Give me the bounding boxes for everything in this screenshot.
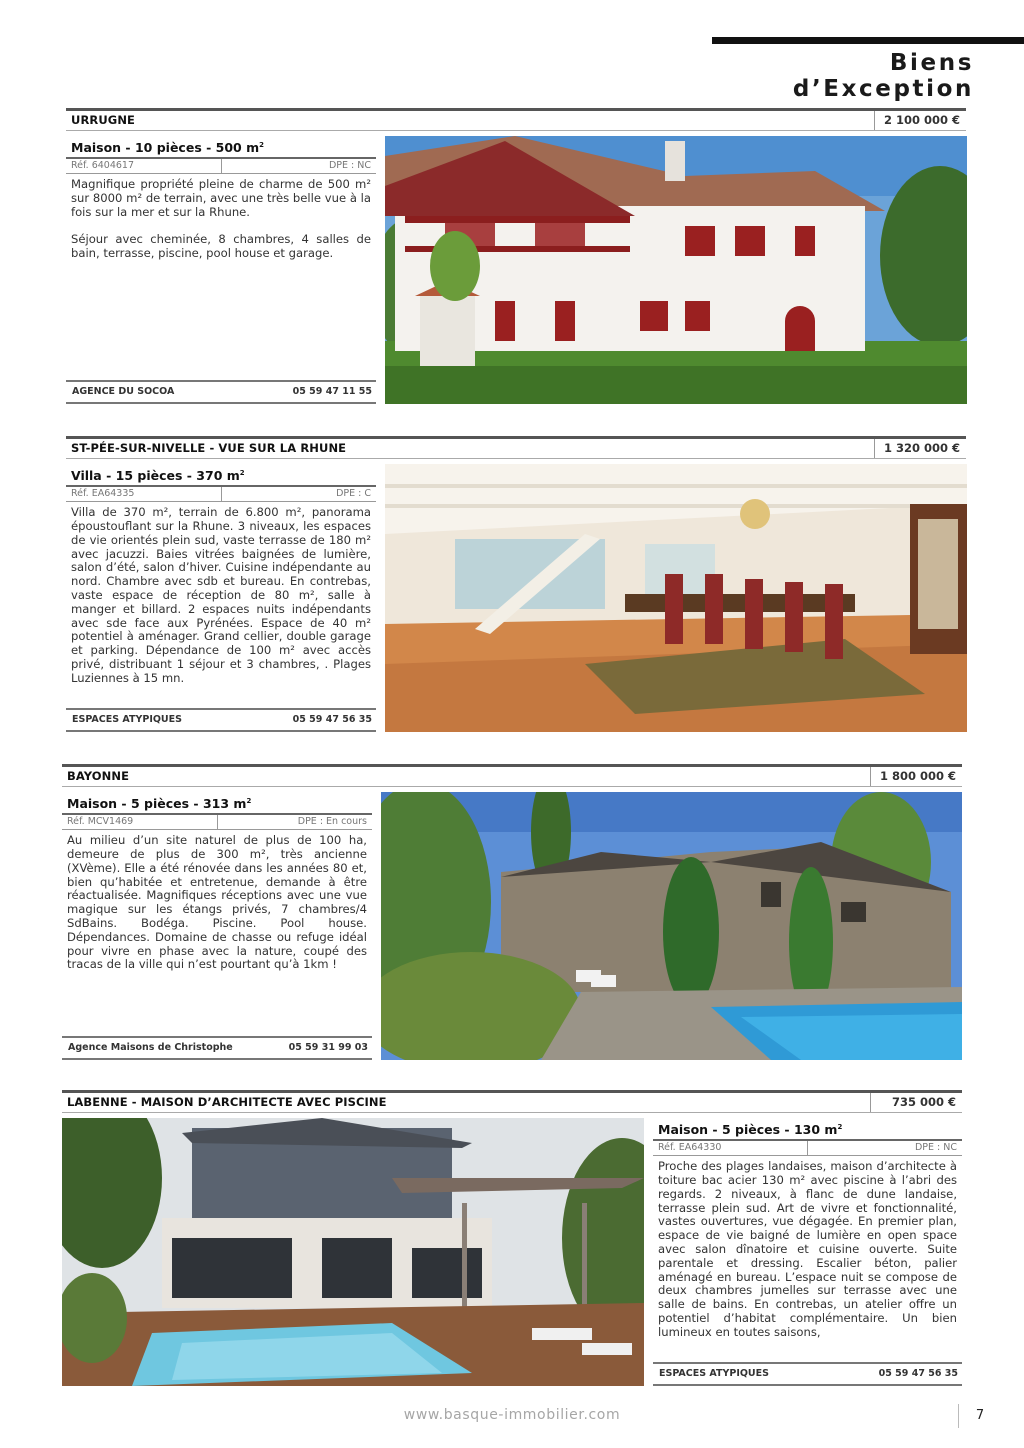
- listing-dpe: DPE : NC: [328, 160, 371, 172]
- listing-ref: Réf. 6404617: [66, 159, 222, 173]
- listing-2-title-bar: [66, 436, 966, 459]
- listing-1-title-bar: [66, 108, 966, 131]
- stone-house-pool-photo: [381, 792, 962, 1060]
- listing-2-agency: [66, 708, 376, 732]
- listing-4-agency: [653, 1362, 962, 1386]
- website-link[interactable]: www.basque-immobilier.com: [403, 1407, 621, 1423]
- section-title: Biens d’Exception: [792, 50, 974, 102]
- header-accent-bar: [712, 37, 1024, 44]
- basque-house-photo: [385, 136, 967, 404]
- listing-ref: Réf. EA64330: [653, 1141, 808, 1155]
- listing-location: ST-PÉE-SUR-NIVELLE - VUE SUR LA RHUNE: [71, 441, 347, 455]
- listing-price: 2 100 000 €: [874, 111, 966, 130]
- listing-ref-row: [62, 815, 372, 830]
- listing-4-title-bar: [62, 1090, 962, 1113]
- dining-room-photo: [385, 464, 967, 732]
- listing-dpe: DPE : NC: [914, 1142, 957, 1154]
- agency-phone: 05 59 47 11 55: [292, 386, 372, 397]
- listing-ref: Réf. EA64335: [66, 487, 222, 501]
- listing-location: LABENNE - MAISON D’ARCHITECTE AVEC PISCINE: [67, 1095, 387, 1109]
- agency-name: ESPACES ATYPIQUES: [659, 1368, 769, 1379]
- agency-phone: 05 59 47 56 35: [292, 714, 372, 725]
- listing-ref-row: [653, 1141, 962, 1156]
- listing-3-agency: [62, 1036, 372, 1060]
- listing-2-info: [66, 464, 376, 686]
- listing-description: Magnifique propriété pleine de charme de 500 m² sur 8000 m² de terrain, avec une très belle vue à la fois sur la mer et sur la Rhune. Séjour avec cheminée, 8 chambres, 4 salles de bain, terrasse, piscine, pool house et garage.: [71, 177, 371, 261]
- listing-3-title-bar: [62, 764, 962, 787]
- listing-1-info: [66, 136, 376, 261]
- listing-ref-row: [66, 487, 376, 502]
- listing-3-info: [62, 792, 372, 972]
- listing-ref: Réf. MCV1469: [62, 815, 218, 829]
- listing-description: Villa de 370 m², terrain de 6.800 m², panorama époustouflant sur la Rhune. 3 niveaux, les espaces de vie orientés plein sud, vaste terrasse de 180 m² avec jacuzzi. Baies vitrées baignées de lumière, salon d’été, salon d’hiver. Cuisine indépendante au nord. Chambre avec sdb et bureau. En contrebas, vaste espace de réception de 80 m², salle à manger et billard. 2 espaces nuits indépendants avec sde face aux Pyrénées. Espace de 40 m² potentiel à aménager. Grand cellier, double garage et parking. Dépendance de 100 m² avec accès privé, distribuant 1 séjour et 3 chambres, . Plages Luziennes à 15 mn.: [71, 505, 371, 685]
- agency-phone: 05 59 31 99 03: [288, 1042, 368, 1053]
- listing-type: Maison - 10 pièces - 500 $m^2$: [66, 136, 376, 159]
- listing-description: Au milieu d’un site naturel de plus de 100 ha, demeure de plus de 300 m², très ancienne (XVème). Elle a été rénovée dans les années 80 et, bien qu’habitée et entretenue, demande à être réactualisée. Magnifiques réceptions avec une vue magique sur les étangs privés, 7 chambres/4 SdBains. Bodéga. Piscine. Pool house. Dépendances. Domaine de chasse ou refuge idéal pour vivre en phase avec la nature, coupé des tracas de la ville qui n’est pourtant qu’à 1km !: [67, 833, 367, 972]
- listing-location: BAYONNE: [67, 769, 130, 783]
- listing-type: Maison - 5 pièces - 130 $m^2$: [653, 1118, 962, 1141]
- page-number: 7: [958, 1404, 1001, 1428]
- listing-1-agency: [66, 380, 376, 404]
- architect-house-pool-photo: [62, 1118, 644, 1386]
- listing-type: Maison - 5 pièces - 313 $m^2$: [62, 792, 372, 815]
- listing-4-info: [653, 1118, 962, 1340]
- listing-price: 1 320 000 €: [874, 439, 966, 458]
- agency-phone: 05 59 47 56 35: [878, 1368, 958, 1379]
- listing-location: URRUGNE: [71, 113, 136, 127]
- agency-name: Agence Maisons de Christophe: [68, 1042, 233, 1053]
- listing-description: Proche des plages landaises, maison d’architecte à toiture bac acier 130 m² avec piscine à l’abri des regards. 2 niveaux, à flanc de dune landaise, terrasse plein sud. Art de vivre et fonctionnalité, vastes ouvertures, vue dégagée. En premier plan, espace de vie baigné de lumière en open space avec salon dînatoire et cuisine ouverte. Suite parentale et dressing. Escalier béton, palier aménagé en bureau. L’espace nuit se compose de deux chambres jumelles sur terrasse avec une salle de bains. En contrebas, un atelier offre un potentiel d’habitat complémentaire. Un bien lumineux en toutes saisons,: [658, 1159, 957, 1339]
- agency-name: AGENCE DU SOCOA: [72, 386, 175, 397]
- listing-dpe: DPE : C: [336, 488, 371, 500]
- listing-price: 735 000 €: [870, 1093, 962, 1112]
- listing-price: 1 800 000 €: [870, 767, 962, 786]
- agency-name: ESPACES ATYPIQUES: [72, 714, 182, 725]
- listing-dpe: DPE : En cours: [297, 816, 367, 828]
- listing-ref-row: [66, 159, 376, 174]
- listing-type: Villa - 15 pièces - 370 $m^2$: [66, 464, 376, 487]
